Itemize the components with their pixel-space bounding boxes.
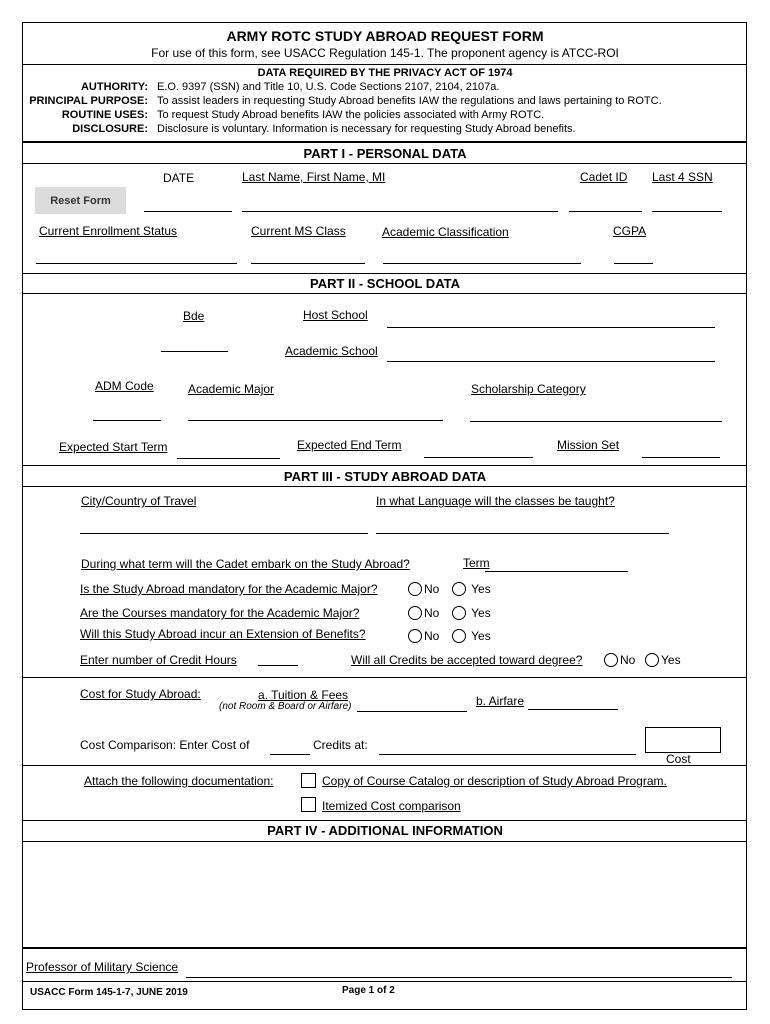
- radio-yes-label: Yes: [471, 582, 491, 596]
- pms-label: Professor of Military Science: [26, 960, 179, 974]
- privacy-label-purpose: PRINCIPAL PURPOSE:: [29, 95, 148, 107]
- radio-yes-label: Yes: [471, 629, 491, 643]
- end-term-label: Expected End Term: [297, 438, 402, 452]
- divider: [22, 841, 747, 842]
- cost-comparison-label: Cost Comparison: Enter Cost of: [80, 738, 250, 752]
- q-courses-mandatory: Are the Courses mandatory for the Academic Major?: [80, 606, 360, 620]
- embark-label: During what term will the Cadet embark on the Study Abroad?: [81, 557, 410, 571]
- adm-code-label: ADM Code: [95, 379, 154, 393]
- divider: [22, 163, 747, 164]
- name-field[interactable]: [242, 211, 558, 212]
- cgpa-field[interactable]: [614, 263, 653, 264]
- city-country-label: City/Country of Travel: [81, 494, 197, 508]
- end-term-field[interactable]: [424, 457, 533, 458]
- name-label: Last Name, First Name, MI: [242, 170, 386, 184]
- attach-label: Attach the following documentation:: [84, 774, 274, 788]
- radio-no[interactable]: [604, 653, 618, 667]
- divider: [22, 677, 747, 678]
- radio-yes[interactable]: [452, 629, 466, 643]
- cadet-id-label: Cadet ID: [580, 170, 628, 184]
- academic-class-field[interactable]: [383, 263, 581, 264]
- reset-form-button[interactable]: Reset Form: [35, 187, 126, 214]
- divider: [22, 486, 747, 487]
- divider: [22, 141, 747, 143]
- q-extension-yes[interactable]: [452, 629, 491, 643]
- host-school-label: Host School: [303, 308, 368, 322]
- radio-no-label: No: [424, 629, 440, 643]
- q-mandatory-major-no[interactable]: [408, 582, 439, 596]
- additional-info-field[interactable]: [24, 843, 745, 947]
- radio-no[interactable]: [408, 582, 422, 596]
- q-mandatory-major-yes[interactable]: [452, 582, 491, 596]
- form-id: USACC Form 145-1-7, JUNE 2019: [30, 987, 188, 998]
- q-credits-accepted: Will all Credits be accepted toward degree?: [351, 653, 583, 667]
- privacy-text-authority: E.O. 9397 (SSN) and Title 10, U.S. Code Sections 2107, 2104, 2107a.: [157, 81, 500, 93]
- adm-code-field[interactable]: [93, 420, 161, 421]
- credit-hours-field[interactable]: [258, 665, 298, 666]
- q-credits-no[interactable]: [604, 653, 635, 667]
- cost-field[interactable]: [645, 727, 721, 753]
- language-label: In what Language will the classes be taught?: [376, 494, 615, 508]
- privacy-heading: DATA REQUIRED BY THE PRIVACY ACT OF 1974: [257, 67, 513, 79]
- doc2-checkbox[interactable]: [301, 797, 316, 812]
- scholarship-label: Scholarship Category: [471, 382, 586, 396]
- divider: [22, 293, 747, 294]
- credit-hours-label: Enter number of Credit Hours: [80, 653, 237, 667]
- radio-yes[interactable]: [452, 582, 466, 596]
- privacy-text-routine: To request Study Abroad benefits IAW the policies associated with Army ROTC.: [157, 109, 545, 121]
- academic-school-label: Academic School: [285, 344, 378, 358]
- part3-heading: PART III - STUDY ABROAD DATA: [283, 469, 487, 484]
- bde-label: Bde: [183, 309, 205, 323]
- radio-yes[interactable]: [452, 606, 466, 620]
- ssn-field[interactable]: [652, 211, 722, 212]
- radio-no-label: No: [424, 582, 440, 596]
- divider: [22, 765, 747, 766]
- divider: [22, 273, 747, 274]
- q-mandatory-major: Is the Study Abroad mandatory for the Academic Major?: [80, 582, 378, 596]
- part1-heading: PART I - PERSONAL DATA: [303, 146, 467, 161]
- host-school-field[interactable]: [387, 327, 715, 328]
- mission-set-field[interactable]: [642, 457, 720, 458]
- start-term-field[interactable]: [177, 458, 280, 459]
- privacy-label-disclosure: DISCLOSURE:: [72, 123, 148, 135]
- page-number: Page 1 of 2: [342, 985, 395, 996]
- divider: [22, 947, 747, 949]
- form-title: ARMY ROTC STUDY ABROAD REQUEST FORM: [226, 28, 544, 44]
- q-credits-yes[interactable]: [645, 653, 681, 667]
- q-extension: Will this Study Abroad incur an Extension of Benefits?: [80, 627, 366, 641]
- bde-field[interactable]: [161, 351, 228, 352]
- doc1-checkbox[interactable]: [301, 773, 316, 788]
- academic-class-label: Academic Classification: [382, 225, 509, 239]
- q-courses-mandatory-no[interactable]: [408, 606, 439, 620]
- cost-caption: Cost: [666, 752, 691, 766]
- divider: [22, 465, 747, 466]
- term-field[interactable]: [485, 571, 628, 572]
- tuition-note: (not Room & Board or Airfare): [219, 701, 352, 712]
- ms-class-field[interactable]: [251, 263, 365, 264]
- divider: [22, 981, 747, 982]
- radio-yes[interactable]: [645, 653, 659, 667]
- privacy-text-purpose: To assist leaders in requesting Study Abroad benefits IAW the regulations and laws pertaining to ROTC.: [157, 95, 662, 107]
- academic-major-label: Academic Major: [188, 382, 275, 396]
- radio-yes-label: Yes: [471, 606, 491, 620]
- city-country-field[interactable]: [80, 533, 368, 534]
- q-courses-mandatory-yes[interactable]: [452, 606, 491, 620]
- credits-at-field[interactable]: [379, 754, 636, 755]
- tuition-field[interactable]: [357, 711, 467, 712]
- enrollment-label: Current Enrollment Status: [39, 224, 178, 238]
- radio-no-label: No: [620, 653, 636, 667]
- academic-major-field[interactable]: [188, 420, 443, 421]
- credits-at-label: Credits at:: [313, 738, 368, 752]
- date-field[interactable]: [144, 211, 232, 212]
- privacy-text-disclosure: Disclosure is voluntary. Information is necessary for requesting Study Abroad benefits.: [157, 123, 576, 135]
- pms-signature-field[interactable]: [186, 977, 732, 978]
- radio-no[interactable]: [408, 629, 422, 643]
- q-extension-no[interactable]: [408, 629, 439, 643]
- cost-credits-field[interactable]: [270, 754, 310, 755]
- radio-no-label: No: [424, 606, 440, 620]
- form-subtitle: For use of this form, see USACC Regulation 145-1. The proponent agency is ATCC-ROI: [151, 46, 619, 60]
- doc2-label: Itemized Cost comparison: [322, 799, 461, 813]
- cadet-id-field[interactable]: [569, 211, 642, 212]
- ssn-label: Last 4 SSN: [652, 170, 713, 184]
- enrollment-field[interactable]: [36, 263, 237, 264]
- cost-label: Cost for Study Abroad:: [80, 687, 201, 701]
- academic-school-field[interactable]: [387, 361, 715, 362]
- privacy-label-routine: ROUTINE USES:: [61, 109, 148, 121]
- part2-heading: PART II - SCHOOL DATA: [310, 276, 460, 291]
- start-term-label: Expected Start Term: [59, 440, 168, 454]
- mission-set-label: Mission Set: [557, 438, 620, 452]
- doc1-label: Copy of Course Catalog or description of Study Abroad Program.: [322, 774, 667, 788]
- term-label: Term: [463, 556, 490, 570]
- radio-no[interactable]: [408, 606, 422, 620]
- tuition-label: a. Tuition & Fees: [258, 688, 349, 702]
- cgpa-label: CGPA: [613, 224, 647, 238]
- scholarship-field[interactable]: [470, 421, 722, 422]
- ms-class-label: Current MS Class: [251, 224, 346, 238]
- radio-yes-label: Yes: [661, 653, 681, 667]
- date-label: DATE: [163, 171, 195, 185]
- divider: [22, 820, 747, 821]
- language-field[interactable]: [376, 533, 669, 534]
- part4-heading: PART IV - ADDITIONAL INFORMATION: [267, 823, 503, 838]
- airfare-label: b. Airfare: [476, 694, 525, 708]
- airfare-field[interactable]: [528, 709, 618, 710]
- divider: [22, 64, 747, 65]
- privacy-label-authority: AUTHORITY:: [80, 81, 148, 93]
